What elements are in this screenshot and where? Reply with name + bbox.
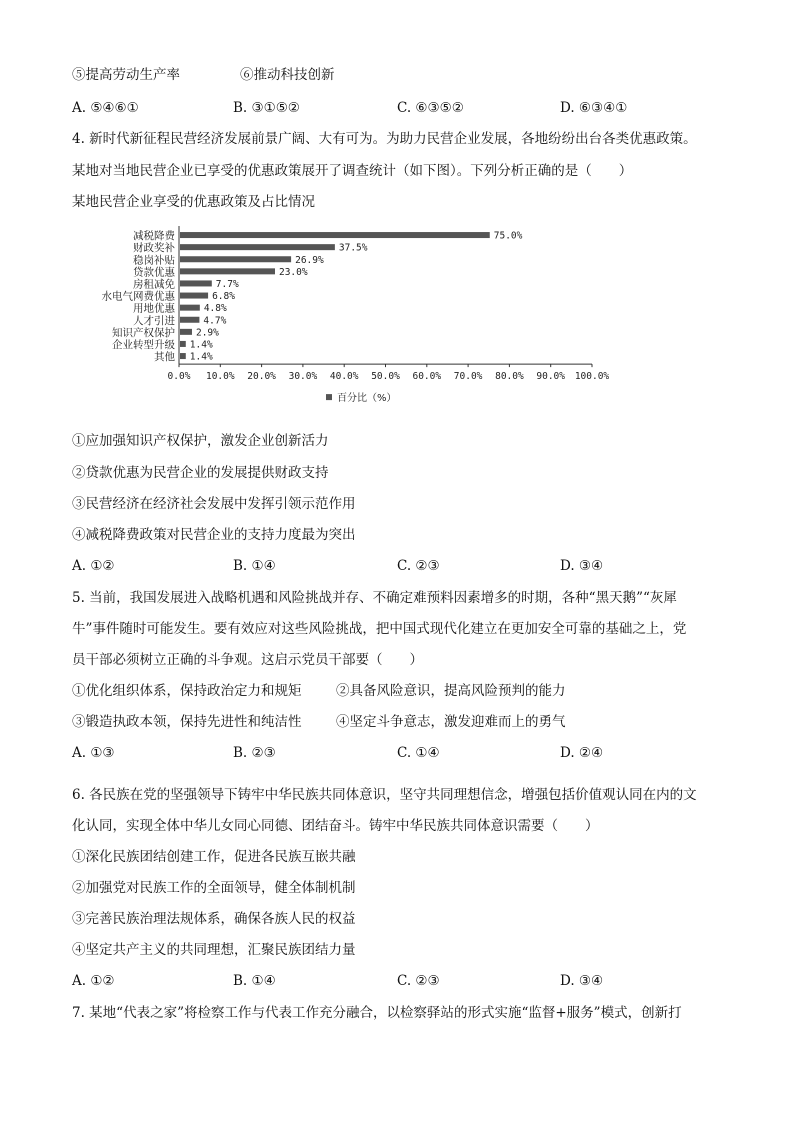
value-label: 4.8% — [203, 303, 227, 315]
value-label: 4.7% — [203, 315, 227, 327]
bar — [180, 329, 192, 335]
x-tick-label: 90.0% — [536, 371, 566, 383]
x-tick-label: 60.0% — [412, 371, 442, 383]
q5-statement-2: ②具备风险意识，提高风险预判的能力 — [336, 683, 566, 699]
q6-option-d: D. ③④ — [560, 973, 604, 989]
q5-option-a: A. ①③ — [72, 745, 115, 761]
q4-option-a: A. ①② — [72, 558, 115, 574]
category-label: 其他 — [154, 351, 175, 364]
q5-stem-line2: 牛”事件随时可能发生。要有效应对这些风险挑战，把中国式现代化建立在更加安全可靠的基础之上，党 — [72, 621, 687, 637]
q5-statement-1: ①优化组织体系，保持政治定力和规矩 — [72, 683, 302, 699]
bar — [180, 353, 186, 359]
bar — [180, 268, 275, 274]
x-tick-label: 70.0% — [453, 371, 483, 383]
q6-statement-4: ④坚定共产主义的共同理想，汇聚民族团结力量 — [72, 942, 356, 958]
bar — [180, 232, 490, 238]
policy-bar-chart — [72, 222, 632, 422]
category-label: 企业转型升级 — [112, 338, 175, 351]
value-label: 26.9% — [295, 254, 324, 266]
q6-statement-3: ③完善民族治理法规体系，确保各族人民的权益 — [72, 911, 356, 927]
q4-stem-line1: 4. 新时代新征程民营经济发展前景广阔、大有可为。为助力民营企业发展，各地纷纷出台各类优惠政策。 — [72, 131, 697, 147]
category-label: 财政奖补 — [133, 242, 175, 255]
q4-chart-caption: 某地民营企业享受的优惠政策及占比情况 — [72, 194, 315, 210]
bar — [180, 293, 208, 299]
q4-option-c: C. ②③ — [397, 558, 440, 574]
q5-option-d: D. ②④ — [560, 745, 604, 761]
value-label: 1.4% — [189, 339, 213, 351]
category-label: 知识产权保护 — [112, 326, 175, 339]
value-label: 6.8% — [212, 291, 235, 303]
q5-statement-3: ③锻造执政本领，保持先进性和纯洁性 — [72, 714, 302, 730]
value-label: 75.0% — [493, 230, 523, 242]
q6-stem-line2: 化认同，实现全体中华儿女同心同德、团结奋斗。铸牢中华民族共同体意识需要（ ） — [72, 818, 599, 834]
category-label: 水电气网费优惠 — [101, 290, 175, 303]
bar — [180, 280, 212, 286]
q6-stem-line1: 6. 各民族在党的坚强领导下铸牢中华民族共同体意识，坚守共同理想信念，增强包括价值观认同在内的文 — [72, 787, 697, 803]
q6-option-b: B. ①④ — [233, 973, 276, 989]
prev-option-a: A. ⑤④⑥① — [72, 100, 139, 116]
q4-statement-2: ②贷款优惠为民营企业的发展提供财政支持 — [72, 465, 329, 481]
value-label: 2.9% — [195, 327, 219, 339]
q7-stem-line1: 7. 某地“代表之家”将检察工作与代表工作充分融合，以检察驿站的形式实施“监督+服务”模式，创新打 — [72, 1005, 682, 1021]
value-label: 23.0% — [278, 266, 308, 278]
q5-option-c: C. ①④ — [397, 745, 440, 761]
x-tick-label: 20.0% — [247, 371, 276, 383]
q5-option-b: B. ②③ — [233, 745, 276, 761]
x-tick-label: 10.0% — [205, 371, 235, 383]
x-tick-label: 100.0% — [574, 371, 610, 383]
prev-item-5: ⑤提高劳动生产率 — [72, 67, 180, 83]
legend-swatch — [326, 394, 332, 400]
x-tick-label: 40.0% — [329, 371, 359, 383]
x-tick-label: 0.0% — [167, 371, 191, 383]
x-tick-label: 30.0% — [288, 371, 318, 383]
prev-item-6: ⑥推动科技创新 — [240, 67, 335, 83]
prev-option-c: C. ⑥③⑤② — [397, 100, 464, 116]
x-tick-label: 80.0% — [495, 371, 524, 383]
category-label: 人才引进 — [133, 314, 175, 327]
q4-statement-4: ④减税降费政策对民营企业的支持力度最为突出 — [72, 527, 356, 543]
bar — [180, 341, 186, 347]
q4-statement-3: ③民营经济在经济社会发展中发挥引领示范作用 — [72, 496, 356, 512]
prev-option-d: D. ⑥③④① — [560, 100, 628, 116]
q6-option-c: C. ②③ — [397, 973, 440, 989]
value-label: 37.5% — [338, 242, 368, 254]
bar — [180, 244, 335, 250]
q5-statement-4: ④坚定斗争意志，激发迎难而上的勇气 — [336, 714, 566, 730]
category-label: 用地优惠 — [133, 302, 175, 315]
q6-statement-1: ①深化民族团结创建工作，促进各民族互嵌共融 — [72, 849, 356, 865]
q6-option-a: A. ①② — [72, 973, 115, 989]
value-label: 7.7% — [215, 278, 239, 290]
category-label: 稳岗补贴 — [133, 254, 175, 267]
q5-stem-line3: 员干部必须树立正确的斗争观。这启示党员干部要（ ） — [72, 652, 423, 668]
q4-stem-line2: 某地对当地民营企业已享受的优惠政策展开了调查统计（如下图）。下列分析正确的是（ ） — [72, 163, 633, 179]
bar — [180, 305, 200, 311]
q6-statement-2: ②加强党对民族工作的全面领导，健全体制机制 — [72, 880, 356, 896]
value-label: 1.4% — [189, 351, 213, 363]
q4-statement-1: ①应加强知识产权保护，激发企业创新活力 — [72, 433, 329, 449]
prev-option-b: B. ③①⑤② — [233, 100, 300, 116]
q5-stem-line1: 5. 当前，我国发展进入战略机遇和风险挑战并存、不确定难预料因素增多的时期，各种“黑天鹅”“灰犀 — [72, 590, 677, 606]
category-label: 房租减免 — [133, 278, 175, 291]
q4-option-b: B. ①④ — [233, 558, 276, 574]
bar — [180, 256, 291, 262]
q4-option-d: D. ③④ — [560, 558, 604, 574]
category-label: 减税降费 — [133, 230, 175, 243]
x-tick-label: 50.0% — [371, 371, 400, 383]
bar — [180, 317, 199, 323]
legend-label: 百分比（%） — [337, 393, 397, 405]
category-label: 贷款优惠 — [133, 266, 175, 279]
